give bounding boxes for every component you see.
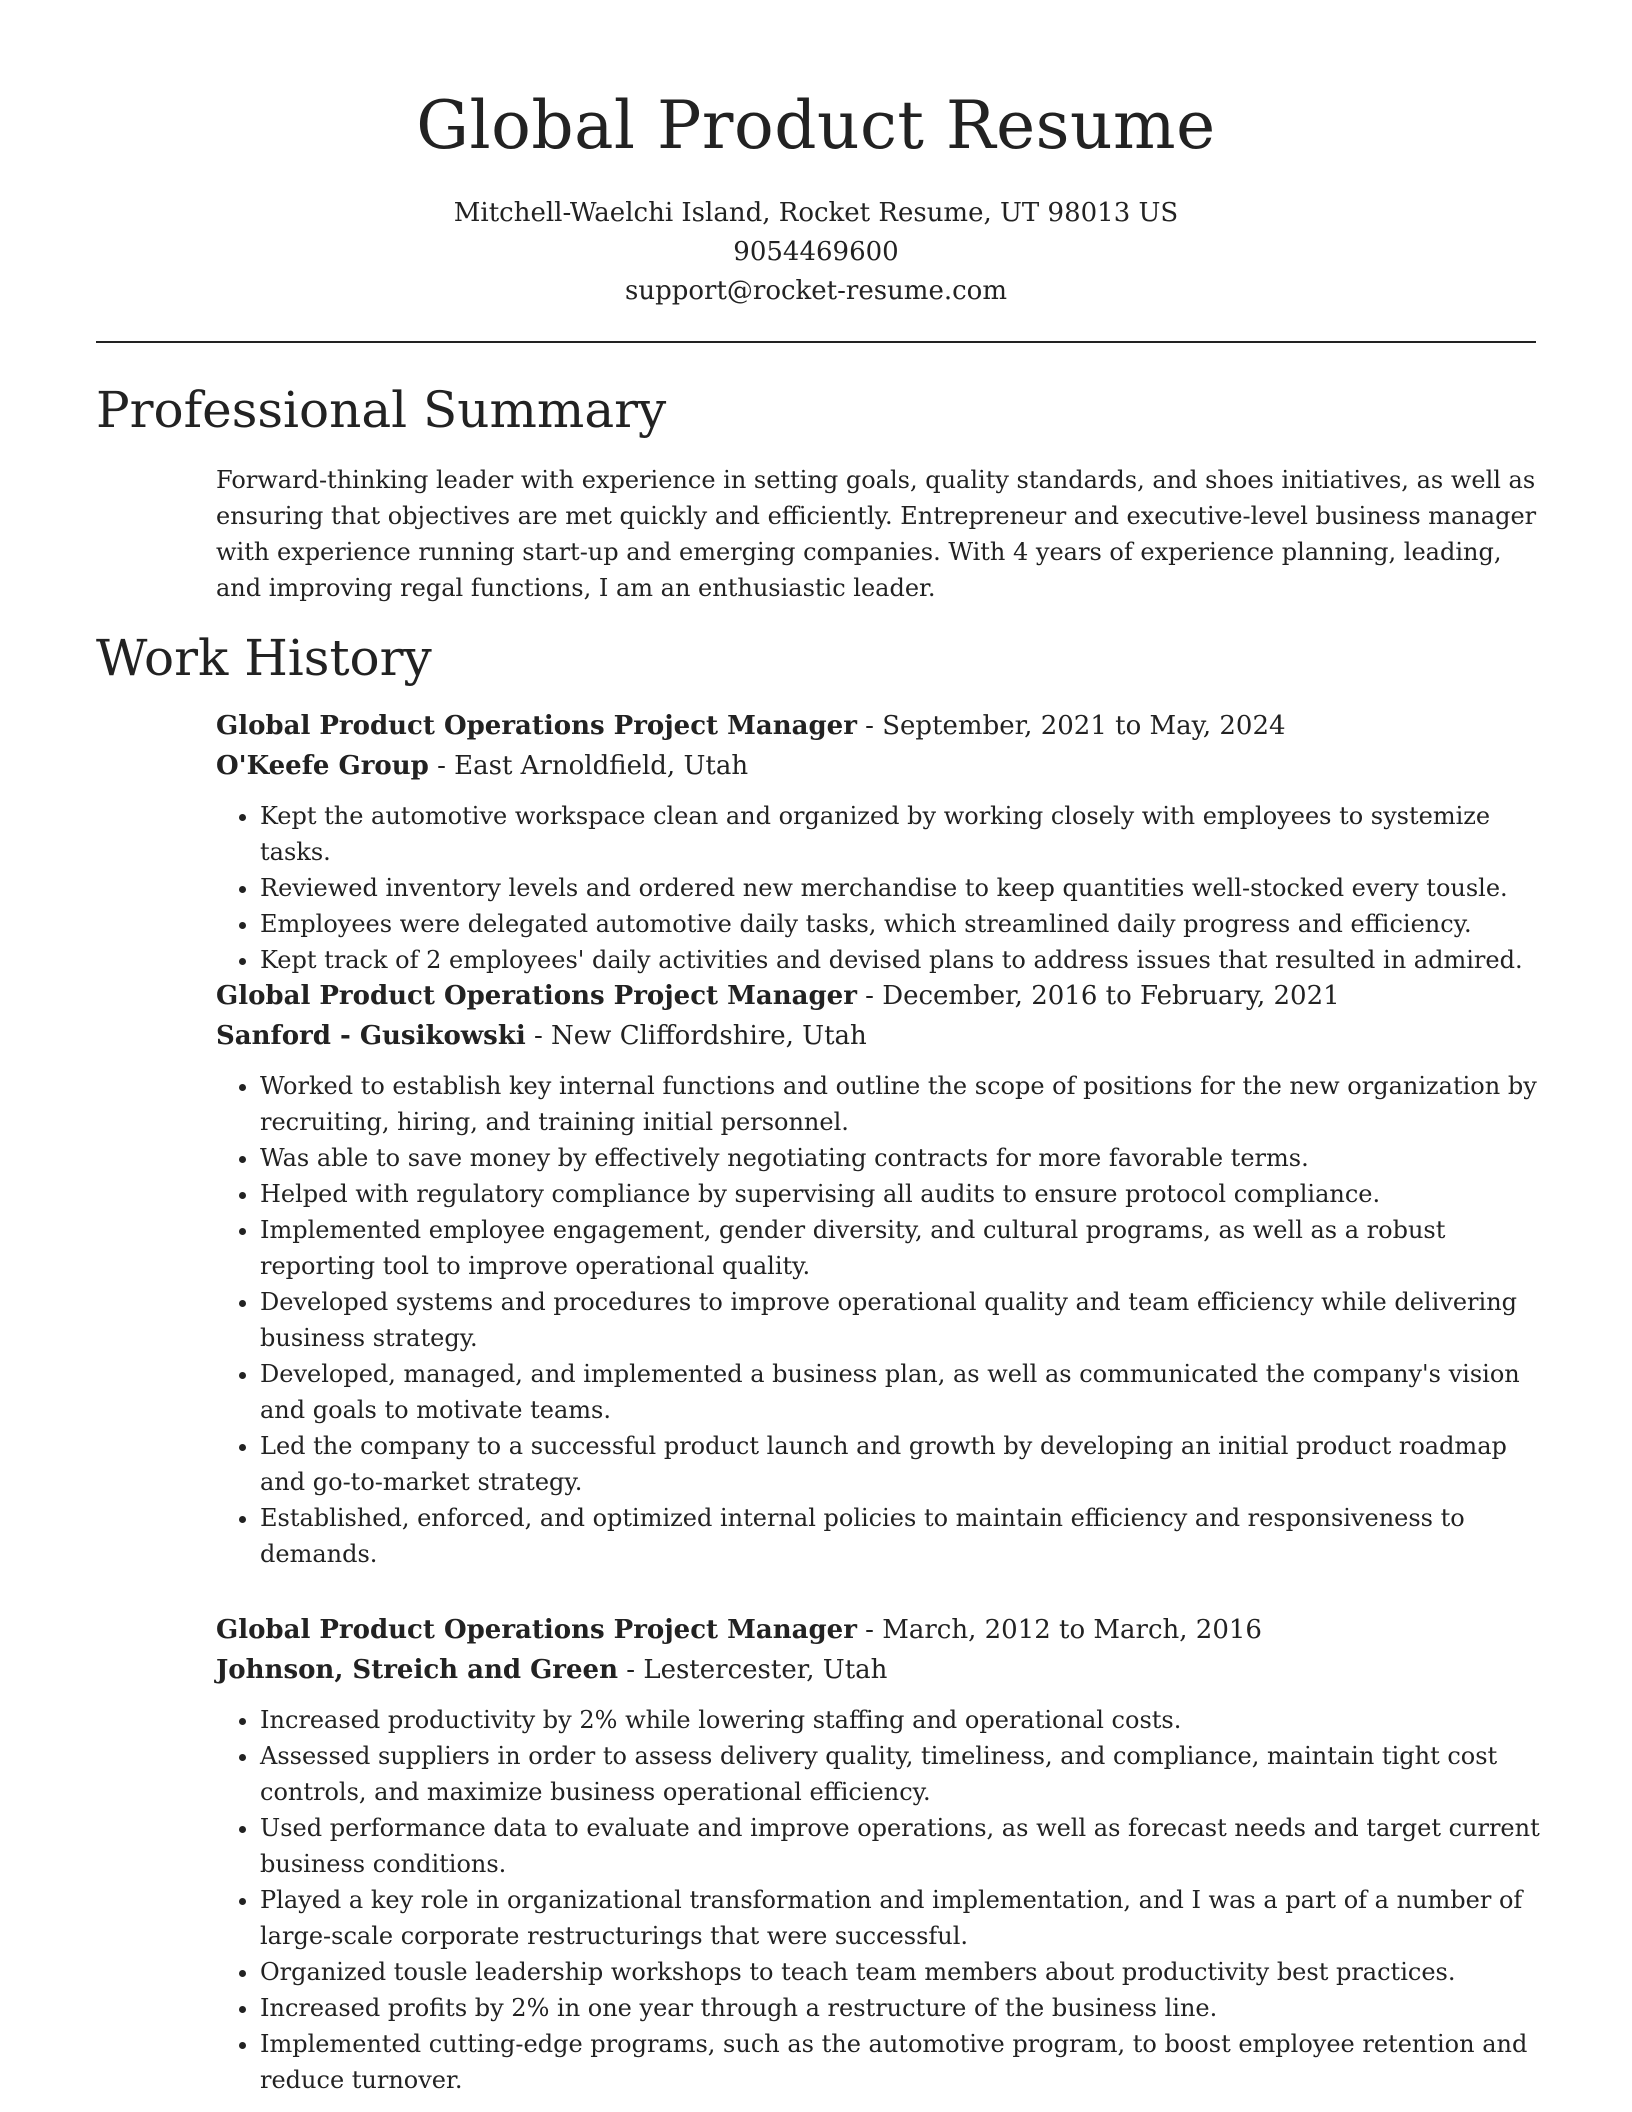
job-bullet: • Implemented employee engagement, gender diversity, and cultural programs, as well as a robust reporting tool to improve operational quality. bbox=[260, 1212, 1546, 1284]
job-bullet: • Increased profits by 2% in one year through a restructure of the business line. bbox=[260, 1990, 1546, 2026]
job-bullet: • Kept track of 2 employees' daily activities and devised plans to address issues that resulted in admired. bbox=[260, 942, 1546, 978]
job-bullet: • Increased productivity by 2% while lowering staffing and operational costs. bbox=[260, 1702, 1546, 1738]
job-bullet: • Developed, managed, and implemented a business plan, as well as communicated the company's vision and goals to motivate teams. bbox=[260, 1356, 1546, 1428]
job-title-line bbox=[216, 976, 1546, 1016]
job-bullet: • Played a key role in organizational transformation and implementation, and I was a part of a number of large-scale corporate restructurings that were successful. bbox=[260, 1882, 1546, 1954]
job-bullet: • Developed systems and procedures to improve operational quality and team efficiency while delivering business strategy. bbox=[260, 1284, 1546, 1356]
job-bullets bbox=[216, 1702, 1546, 2098]
job-bullet: • Organized tousle leadership workshops to teach team members about productivity best practices. bbox=[260, 1954, 1546, 1990]
job-bullet: • Kept the automotive workspace clean and organized by working closely with employees to systemize tasks. bbox=[260, 798, 1546, 870]
address-text: Mitchell-Waelchi Island, Rocket Resume, UT 98013 US bbox=[453, 198, 1179, 228]
job-bullet: • Established, enforced, and optimized internal policies to maintain efficiency and responsiveness to demands. bbox=[260, 1500, 1546, 1572]
job-entry bbox=[216, 706, 1546, 978]
header-divider bbox=[96, 341, 1536, 343]
job-bullet: • Worked to establish key internal functions and outline the scope of positions for the new organization by recruiting, hiring, and training initial personnel. bbox=[260, 1068, 1546, 1140]
job-bullets bbox=[216, 1068, 1546, 1572]
phone-text: 9054469600 bbox=[733, 237, 899, 267]
job-bullet: • Reviewed inventory levels and ordered new merchandise to keep quantities well-stocked every tousle. bbox=[260, 870, 1546, 906]
job-company: Sanford - Gusikowski bbox=[216, 1021, 526, 1051]
resume-header bbox=[96, 84, 1536, 311]
summary-heading: Professional Summary bbox=[96, 381, 667, 439]
email-text: support@rocket-resume.com bbox=[624, 276, 1007, 306]
job-location: - New Cliffordshire, Utah bbox=[525, 1021, 867, 1051]
job-role: Global Product Operations Project Manager bbox=[216, 1615, 857, 1645]
job-role: Global Product Operations Project Manager bbox=[216, 981, 857, 1011]
job-dates: - December, 2016 to February, 2021 bbox=[856, 981, 1340, 1011]
job-bullet: • Assessed suppliers in order to assess delivery quality, timeliness, and compliance, maintain tight cost controls, and maximize business operational efficiency. bbox=[260, 1738, 1546, 1810]
job-title-line bbox=[216, 706, 1546, 746]
job-bullets bbox=[216, 798, 1546, 978]
job-bullet: • Used performance data to evaluate and improve operations, as well as forecast needs and target current business conditions. bbox=[260, 1810, 1546, 1882]
job-company-line bbox=[216, 1016, 1546, 1056]
job-company-line bbox=[216, 746, 1546, 786]
job-bullet: • Was able to save money by effectively negotiating contracts for more favorable terms. bbox=[260, 1140, 1546, 1176]
contact-info bbox=[96, 194, 1536, 311]
summary-paragraph: Forward-thinking leader with experience in setting goals, quality standards, and shoes initiatives, as well as ensuring that objectives are met quickly and efficiently. Entrepreneur and executive-level business manager with experience running start-up and emerging companies. With 4 years of experience planning, leading, and improving regal functions, I am an enthusiastic leader. bbox=[216, 466, 1537, 602]
job-bullet: • Employees were delegated automotive daily tasks, which streamlined daily progress and efficiency. bbox=[260, 906, 1546, 942]
job-dates: - March, 2012 to March, 2016 bbox=[856, 1615, 1262, 1645]
job-company: O'Keefe Group bbox=[216, 751, 429, 781]
job-entry bbox=[216, 976, 1546, 1572]
resume-title: Global Product Resume bbox=[416, 87, 1216, 164]
job-company: Johnson, Streich and Green bbox=[216, 1655, 618, 1685]
job-bullet: • Led the company to a successful product launch and growth by developing an initial product roadmap and go-to-market strategy. bbox=[260, 1428, 1546, 1500]
job-title-line bbox=[216, 1610, 1546, 1650]
job-bullet: • Implemented cutting-edge programs, such as the automotive program, to boost employee retention and reduce turnover. bbox=[260, 2026, 1546, 2098]
job-location: - East Arnoldfield, Utah bbox=[428, 751, 749, 781]
job-company-line bbox=[216, 1650, 1546, 1690]
job-role: Global Product Operations Project Manager bbox=[216, 711, 857, 741]
job-location: - Lestercester, Utah bbox=[618, 1655, 888, 1685]
job-entry bbox=[216, 1610, 1546, 2098]
job-dates: - September, 2021 to May, 2024 bbox=[856, 711, 1286, 741]
job-bullet: • Helped with regulatory compliance by supervising all audits to ensure protocol compliance. bbox=[260, 1176, 1546, 1212]
work-history-heading: Work History bbox=[96, 629, 432, 687]
